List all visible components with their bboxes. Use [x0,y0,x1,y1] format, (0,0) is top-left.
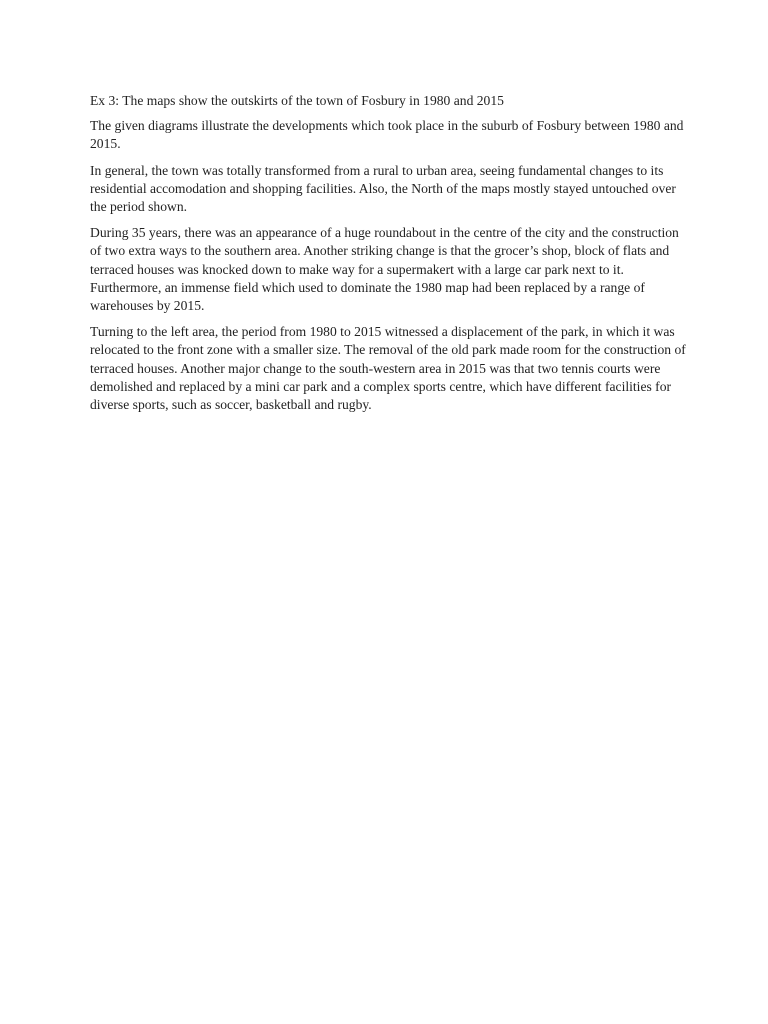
paragraph-body-1: During 35 years, there was an appearance of a huge roundabout in the centre of the city and the construction of two extra ways to the southern area. Another striking change is that the grocer’s shop, block of flats and terraced houses was knocked down to make way for a supermakert with a large car park next to it. Furthermore, an immense field which used to dominate the 1980 map had been replaced by a range of warehouses by 2015. [90,225,679,314]
paragraph-body-2: Turning to the left area, the period from 1980 to 2015 witnessed a displacement of the park, in which it was relocated to the front zone with a smaller size. The removal of the old park made room for the construction of terraced houses. Another major change to the south-western area in 2015 was that two tennis courts were demolished and replaced by a mini car park and a complex sports centre, which have different facilities for diverse sports, such as soccer, basketball and rugby. [90,324,686,413]
paragraph-intro: The given diagrams illustrate the developments which took place in the suburb of Fosbury between 1980 and 2015. [90,118,684,152]
document-page [90,92,690,422]
paragraph-overview: In general, the town was totally transformed from a rural to urban area, seeing fundamental changes to its residential accomodation and shopping facilities. Also, the North of the maps mostly stayed untouched over the period shown. [90,162,676,215]
document-title: Ex 3: The maps show the outskirts of the town of Fosbury in 1980 and 2015 [90,93,504,108]
